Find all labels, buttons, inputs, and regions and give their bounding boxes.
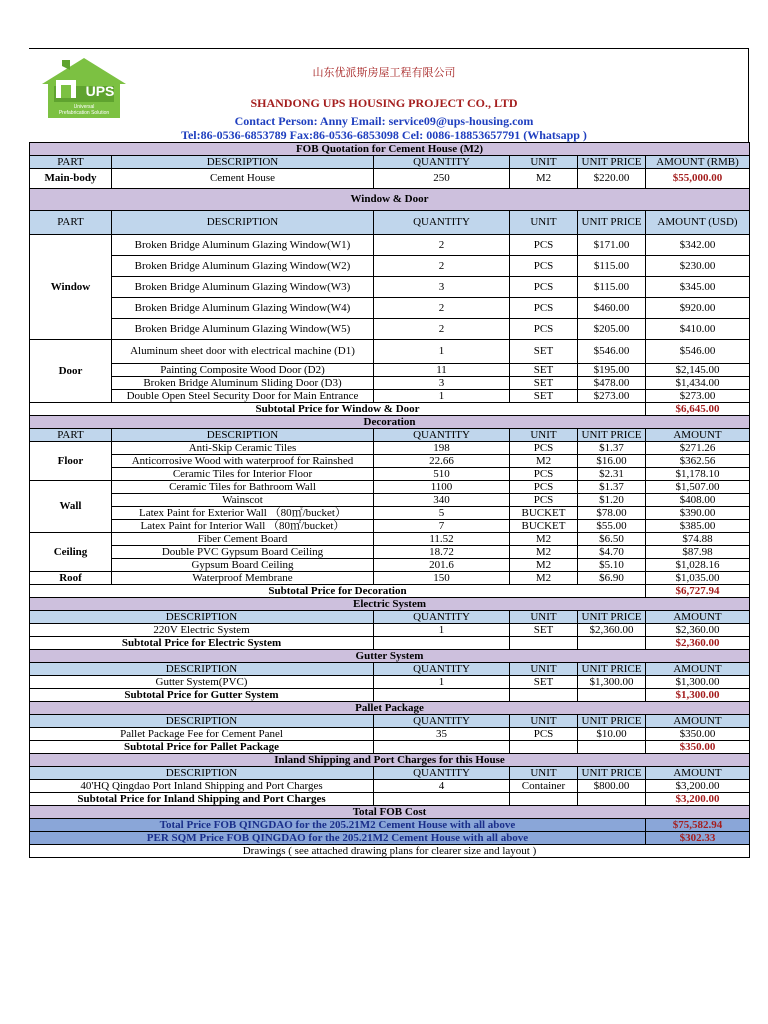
cell-price: $546.00 <box>578 340 646 364</box>
cell-amount: $390.00 <box>646 507 750 520</box>
col-quantity: QUANTITY <box>374 429 510 442</box>
cell-desc: 40'HQ Qingdao Port Inland Shipping and Port Charges <box>30 780 374 793</box>
cell-qty: 198 <box>374 442 510 455</box>
col-unit: UNIT <box>510 715 578 728</box>
cell-price: $78.00 <box>578 507 646 520</box>
cell-amount: $74.88 <box>646 533 750 546</box>
table-row <box>30 728 750 741</box>
col-unit-price: UNIT PRICE <box>578 663 646 676</box>
table-row <box>30 390 750 403</box>
empty-cell <box>510 741 578 754</box>
cell-desc: Fiber Cement Board <box>112 533 374 546</box>
section-row <box>30 650 750 663</box>
header-row <box>30 767 750 780</box>
part-label: Window <box>30 235 112 340</box>
table-row <box>30 676 750 689</box>
cell-price: $800.00 <box>578 780 646 793</box>
subtotal-label: Subtotal Price for Window & Door <box>30 403 646 416</box>
cell-unit: PCS <box>510 298 578 319</box>
cell-desc: Broken Bridge Aluminum Sliding Door (D3) <box>112 377 374 390</box>
cell-desc: Latex Paint for Exterior Wall （80㎡/bucket） <box>112 507 374 520</box>
cell-unit: SET <box>510 377 578 390</box>
cell-unit: M2 <box>510 455 578 468</box>
part-label: Roof <box>30 572 112 585</box>
section-row <box>30 189 750 211</box>
empty-cell <box>374 741 510 754</box>
col-description: DESCRIPTION <box>30 715 374 728</box>
col-description: DESCRIPTION <box>30 663 374 676</box>
cell-desc: Ceramic Tiles for Bathroom Wall <box>112 481 374 494</box>
total-row <box>30 819 750 832</box>
quotation-title: FOB Quotation for Cement House (M2) <box>30 143 750 156</box>
table-row <box>30 377 750 390</box>
cell-qty: 2 <box>374 319 510 340</box>
empty-cell <box>578 793 646 806</box>
section-row <box>30 416 750 429</box>
cell-qty: 340 <box>374 494 510 507</box>
cell-unit: M2 <box>510 533 578 546</box>
header-row <box>30 663 750 676</box>
cell-qty: 11.52 <box>374 533 510 546</box>
header-row <box>30 429 750 442</box>
table-row <box>30 507 750 520</box>
cell-amount: $410.00 <box>646 319 750 340</box>
section-title: Window & Door <box>30 189 750 211</box>
cell-amount: $55,000.00 <box>646 169 750 189</box>
cell-qty: 2 <box>374 256 510 277</box>
col-quantity: QUANTITY <box>374 715 510 728</box>
cell-qty: 1 <box>374 390 510 403</box>
cell-desc: Gutter System(PVC) <box>30 676 374 689</box>
col-unit-price: UNIT PRICE <box>578 715 646 728</box>
cell-qty: 510 <box>374 468 510 481</box>
cell-qty: 35 <box>374 728 510 741</box>
cell-unit: PCS <box>510 319 578 340</box>
col-unit: UNIT <box>510 429 578 442</box>
cell-amount: $350.00 <box>646 728 750 741</box>
cell-qty: 250 <box>374 169 510 189</box>
section-row <box>30 754 750 767</box>
cell-desc: Anti-Skip Ceramic Tiles <box>112 442 374 455</box>
section-row <box>30 702 750 715</box>
table-row <box>30 364 750 377</box>
drawings-note: Drawings ( see attached drawing plans for clearer size and layout ) <box>30 845 750 858</box>
svg-text:Universal: Universal <box>73 104 95 110</box>
cell-qty: 4 <box>374 780 510 793</box>
cell-qty: 18.72 <box>374 546 510 559</box>
cell-price: $16.00 <box>578 455 646 468</box>
cell-unit: SET <box>510 676 578 689</box>
cell-amount: $1,507.00 <box>646 481 750 494</box>
cell-price: $478.00 <box>578 377 646 390</box>
cell-price: $460.00 <box>578 298 646 319</box>
cell-amount: $362.56 <box>646 455 750 468</box>
subtotal-value: $6,645.00 <box>646 403 750 416</box>
cell-unit: PCS <box>510 442 578 455</box>
subtotal-label: Subtotal Price for Pallet Package <box>30 741 374 754</box>
col-amount: AMOUNT <box>646 429 750 442</box>
cell-amount: $230.00 <box>646 256 750 277</box>
header-row <box>30 211 750 235</box>
cell-amount: $385.00 <box>646 520 750 533</box>
col-unit-price: UNIT PRICE <box>578 211 646 235</box>
cell-amount: $2,360.00 <box>646 624 750 637</box>
cell-desc: Latex Paint for Interior Wall （80㎡/bucket） <box>112 520 374 533</box>
cell-qty: 2 <box>374 235 510 256</box>
subtotal-row <box>30 585 750 598</box>
cell-price: $1.37 <box>578 481 646 494</box>
empty-cell <box>510 793 578 806</box>
table-row <box>30 533 750 546</box>
section-title: Gutter System <box>30 650 750 663</box>
col-part: PART <box>30 429 112 442</box>
cell-qty: 5 <box>374 507 510 520</box>
cell-price: $6.50 <box>578 533 646 546</box>
total-value: $75,582.94 <box>646 819 750 832</box>
section-row <box>30 598 750 611</box>
total-label: Total Price FOB QINGDAO for the 205.21M2 Cement House with all above <box>30 819 646 832</box>
cell-price: $1.37 <box>578 442 646 455</box>
cell-qty: 1 <box>374 624 510 637</box>
col-part: PART <box>30 156 112 169</box>
cell-desc: Wainscot <box>112 494 374 507</box>
cell-amount: $342.00 <box>646 235 750 256</box>
per-sqm-row <box>30 832 750 845</box>
table-row <box>30 442 750 455</box>
cell-price: $2,360.00 <box>578 624 646 637</box>
cell-amount: $1,178.10 <box>646 468 750 481</box>
table-row <box>30 494 750 507</box>
cell-amount: $87.98 <box>646 546 750 559</box>
section-title: Total FOB Cost <box>30 806 750 819</box>
empty-cell <box>374 793 510 806</box>
cell-unit: M2 <box>510 559 578 572</box>
cell-price: $10.00 <box>578 728 646 741</box>
col-unit: UNIT <box>510 663 578 676</box>
footer-row <box>30 845 750 858</box>
cell-desc: Double Open Steel Security Door for Main Entrance <box>112 390 374 403</box>
cell-price: $220.00 <box>578 169 646 189</box>
cell-desc: Broken Bridge Aluminum Glazing Window(W1) <box>112 235 374 256</box>
part-label: Door <box>30 340 112 403</box>
cell-unit: SET <box>510 340 578 364</box>
col-part: PART <box>30 211 112 235</box>
cell-qty: 22.66 <box>374 455 510 468</box>
col-quantity: QUANTITY <box>374 663 510 676</box>
per-sqm-value: $302.33 <box>646 832 750 845</box>
cell-unit: M2 <box>510 572 578 585</box>
col-quantity: QUANTITY <box>374 156 510 169</box>
cell-price: $273.00 <box>578 390 646 403</box>
part-label: Floor <box>30 442 112 481</box>
table-row <box>30 256 750 277</box>
empty-cell <box>578 689 646 702</box>
cell-amount: $3,200.00 <box>646 780 750 793</box>
cell-amount: $1,028.16 <box>646 559 750 572</box>
subtotal-value: $3,200.00 <box>646 793 750 806</box>
cell-desc: 220V Electric System <box>30 624 374 637</box>
table-row <box>30 559 750 572</box>
cell-unit: BUCKET <box>510 520 578 533</box>
cell-price: $2.31 <box>578 468 646 481</box>
cell-amount: $1,434.00 <box>646 377 750 390</box>
cell-amount: $2,145.00 <box>646 364 750 377</box>
col-amount: AMOUNT <box>646 767 750 780</box>
table-row <box>30 572 750 585</box>
col-quantity: QUANTITY <box>374 767 510 780</box>
col-unit: UNIT <box>510 211 578 235</box>
empty-cell <box>374 637 510 650</box>
col-amount: AMOUNT <box>646 611 750 624</box>
table-row <box>30 546 750 559</box>
cell-qty: 3 <box>374 377 510 390</box>
subtotal-value: $350.00 <box>646 741 750 754</box>
subtotal-value: $1,300.00 <box>646 689 750 702</box>
company-chinese-name: 山东优派斯房屋工程有限公司 <box>312 66 456 79</box>
subtotal-row <box>30 403 750 416</box>
cell-unit: SET <box>510 364 578 377</box>
cell-unit: PCS <box>510 481 578 494</box>
header-row <box>30 715 750 728</box>
part-label: Main-body <box>30 169 112 189</box>
cell-desc: Broken Bridge Aluminum Glazing Window(W4) <box>112 298 374 319</box>
col-description: DESCRIPTION <box>112 211 374 235</box>
company-english-name: SHANDONG UPS HOUSING PROJECT CO., LTD <box>250 96 518 110</box>
cell-qty: 1 <box>374 340 510 364</box>
section-title: Decoration <box>30 416 750 429</box>
col-amount: AMOUNT (RMB) <box>646 156 750 169</box>
col-unit-price: UNIT PRICE <box>578 611 646 624</box>
col-unit: UNIT <box>510 156 578 169</box>
col-amount: AMOUNT <box>646 715 750 728</box>
subtotal-row <box>30 689 750 702</box>
cell-qty: 201.6 <box>374 559 510 572</box>
cell-desc: Double PVC Gypsum Board Ceiling <box>112 546 374 559</box>
cell-unit: SET <box>510 390 578 403</box>
cell-unit: M2 <box>510 546 578 559</box>
table-row <box>30 319 750 340</box>
svg-text:UPS: UPS <box>85 83 115 99</box>
section-row <box>30 806 750 819</box>
cell-price: $1.20 <box>578 494 646 507</box>
table-row <box>30 235 750 256</box>
col-quantity: QUANTITY <box>374 211 510 235</box>
table-row <box>30 298 750 319</box>
cell-price: $195.00 <box>578 364 646 377</box>
cell-amount: $1,035.00 <box>646 572 750 585</box>
cell-amount: $1,300.00 <box>646 676 750 689</box>
subtotal-label: Subtotal Price for Electric System <box>30 637 374 650</box>
cell-unit: BUCKET <box>510 507 578 520</box>
cell-amount: $345.00 <box>646 277 750 298</box>
table-row <box>30 624 750 637</box>
cell-price: $115.00 <box>578 277 646 298</box>
col-amount: AMOUNT <box>646 663 750 676</box>
col-description: DESCRIPTION <box>112 156 374 169</box>
cell-price: $205.00 <box>578 319 646 340</box>
subtotal-label: Subtotal Price for Decoration <box>30 585 646 598</box>
cell-desc: Painting Composite Wood Door (D2) <box>112 364 374 377</box>
col-description: DESCRIPTION <box>112 429 374 442</box>
cell-unit: PCS <box>510 277 578 298</box>
cell-desc: Ceramic Tiles for Interior Floor <box>112 468 374 481</box>
empty-cell <box>510 689 578 702</box>
table-row <box>30 481 750 494</box>
cell-desc: Cement House <box>112 169 374 189</box>
cell-qty: 1100 <box>374 481 510 494</box>
empty-cell <box>578 741 646 754</box>
subtotal-value: $2,360.00 <box>646 637 750 650</box>
cell-desc: Broken Bridge Aluminum Glazing Window(W3) <box>112 277 374 298</box>
col-unit-price: UNIT PRICE <box>578 429 646 442</box>
subtotal-row <box>30 637 750 650</box>
col-amount: AMOUNT (USD) <box>646 211 750 235</box>
empty-cell <box>578 637 646 650</box>
cell-price: $1,300.00 <box>578 676 646 689</box>
col-unit-price: UNIT PRICE <box>578 156 646 169</box>
cell-qty: 150 <box>374 572 510 585</box>
phone-line: Tel:86-0536-6853789 Fax:86-0536-6853098 Cel: 0086-18853657791 (Whatsapp ) <box>181 128 587 142</box>
quotation-table <box>29 142 750 858</box>
cell-desc: Aluminum sheet door with electrical machine (D1) <box>112 340 374 364</box>
cell-desc: Gypsum Board Ceiling <box>112 559 374 572</box>
table-row <box>30 468 750 481</box>
empty-cell <box>510 637 578 650</box>
col-unit: UNIT <box>510 611 578 624</box>
cell-unit: PCS <box>510 256 578 277</box>
section-title: Pallet Package <box>30 702 750 715</box>
col-unit-price: UNIT PRICE <box>578 767 646 780</box>
cell-qty: 1 <box>374 676 510 689</box>
cell-unit: Container <box>510 780 578 793</box>
cell-unit: M2 <box>510 169 578 189</box>
cell-price: $115.00 <box>578 256 646 277</box>
part-label: Wall <box>30 481 112 533</box>
cell-amount: $273.00 <box>646 390 750 403</box>
header-row <box>30 611 750 624</box>
cell-desc: Broken Bridge Aluminum Glazing Window(W5) <box>112 319 374 340</box>
contact-line: Contact Person: Anny Email: service09@ups-housing.com <box>234 114 534 128</box>
cell-desc: Anticorrosive Wood with waterproof for Rainshed <box>112 455 374 468</box>
cell-desc: Waterproof Membrane <box>112 572 374 585</box>
cell-amount: $408.00 <box>646 494 750 507</box>
col-quantity: QUANTITY <box>374 611 510 624</box>
table-row <box>30 520 750 533</box>
cell-unit: SET <box>510 624 578 637</box>
title-row <box>30 143 750 156</box>
table-row <box>30 455 750 468</box>
col-description: DESCRIPTION <box>30 611 374 624</box>
subtotal-label: Subtotal Price for Gutter System <box>30 689 374 702</box>
table-row <box>30 340 750 364</box>
part-label: Ceiling <box>30 533 112 572</box>
subtotal-label: Subtotal Price for Inland Shipping and Port Charges <box>30 793 374 806</box>
svg-text:Prefabrication Solution: Prefabrication Solution <box>58 110 110 116</box>
subtotal-row <box>30 741 750 754</box>
cell-unit: PCS <box>510 728 578 741</box>
cell-qty: 2 <box>374 298 510 319</box>
section-title: Inland Shipping and Port Charges for this House <box>30 754 750 767</box>
cell-price: $4.70 <box>578 546 646 559</box>
subtotal-row <box>30 793 750 806</box>
subtotal-value: $6,727.94 <box>646 585 750 598</box>
per-sqm-label: PER SQM Price FOB QINGDAO for the 205.21M2 Cement House with all above <box>30 832 646 845</box>
header-row <box>30 156 750 169</box>
cell-price: $55.00 <box>578 520 646 533</box>
table-row <box>30 780 750 793</box>
cell-amount: $546.00 <box>646 340 750 364</box>
cell-desc: Broken Bridge Aluminum Glazing Window(W2) <box>112 256 374 277</box>
cell-price: $171.00 <box>578 235 646 256</box>
col-description: DESCRIPTION <box>30 767 374 780</box>
cell-qty: 7 <box>374 520 510 533</box>
cell-desc: Pallet Package Fee for Cement Panel <box>30 728 374 741</box>
table-row <box>30 169 750 189</box>
cell-unit: PCS <box>510 235 578 256</box>
empty-cell <box>374 689 510 702</box>
cell-price: $5.10 <box>578 559 646 572</box>
section-title: Electric System <box>30 598 750 611</box>
cell-unit: PCS <box>510 468 578 481</box>
cell-qty: 11 <box>374 364 510 377</box>
cell-amount: $920.00 <box>646 298 750 319</box>
cell-price: $6.90 <box>578 572 646 585</box>
cell-amount: $271.26 <box>646 442 750 455</box>
table-row <box>30 277 750 298</box>
col-unit: UNIT <box>510 767 578 780</box>
cell-qty: 3 <box>374 277 510 298</box>
cell-unit: PCS <box>510 494 578 507</box>
